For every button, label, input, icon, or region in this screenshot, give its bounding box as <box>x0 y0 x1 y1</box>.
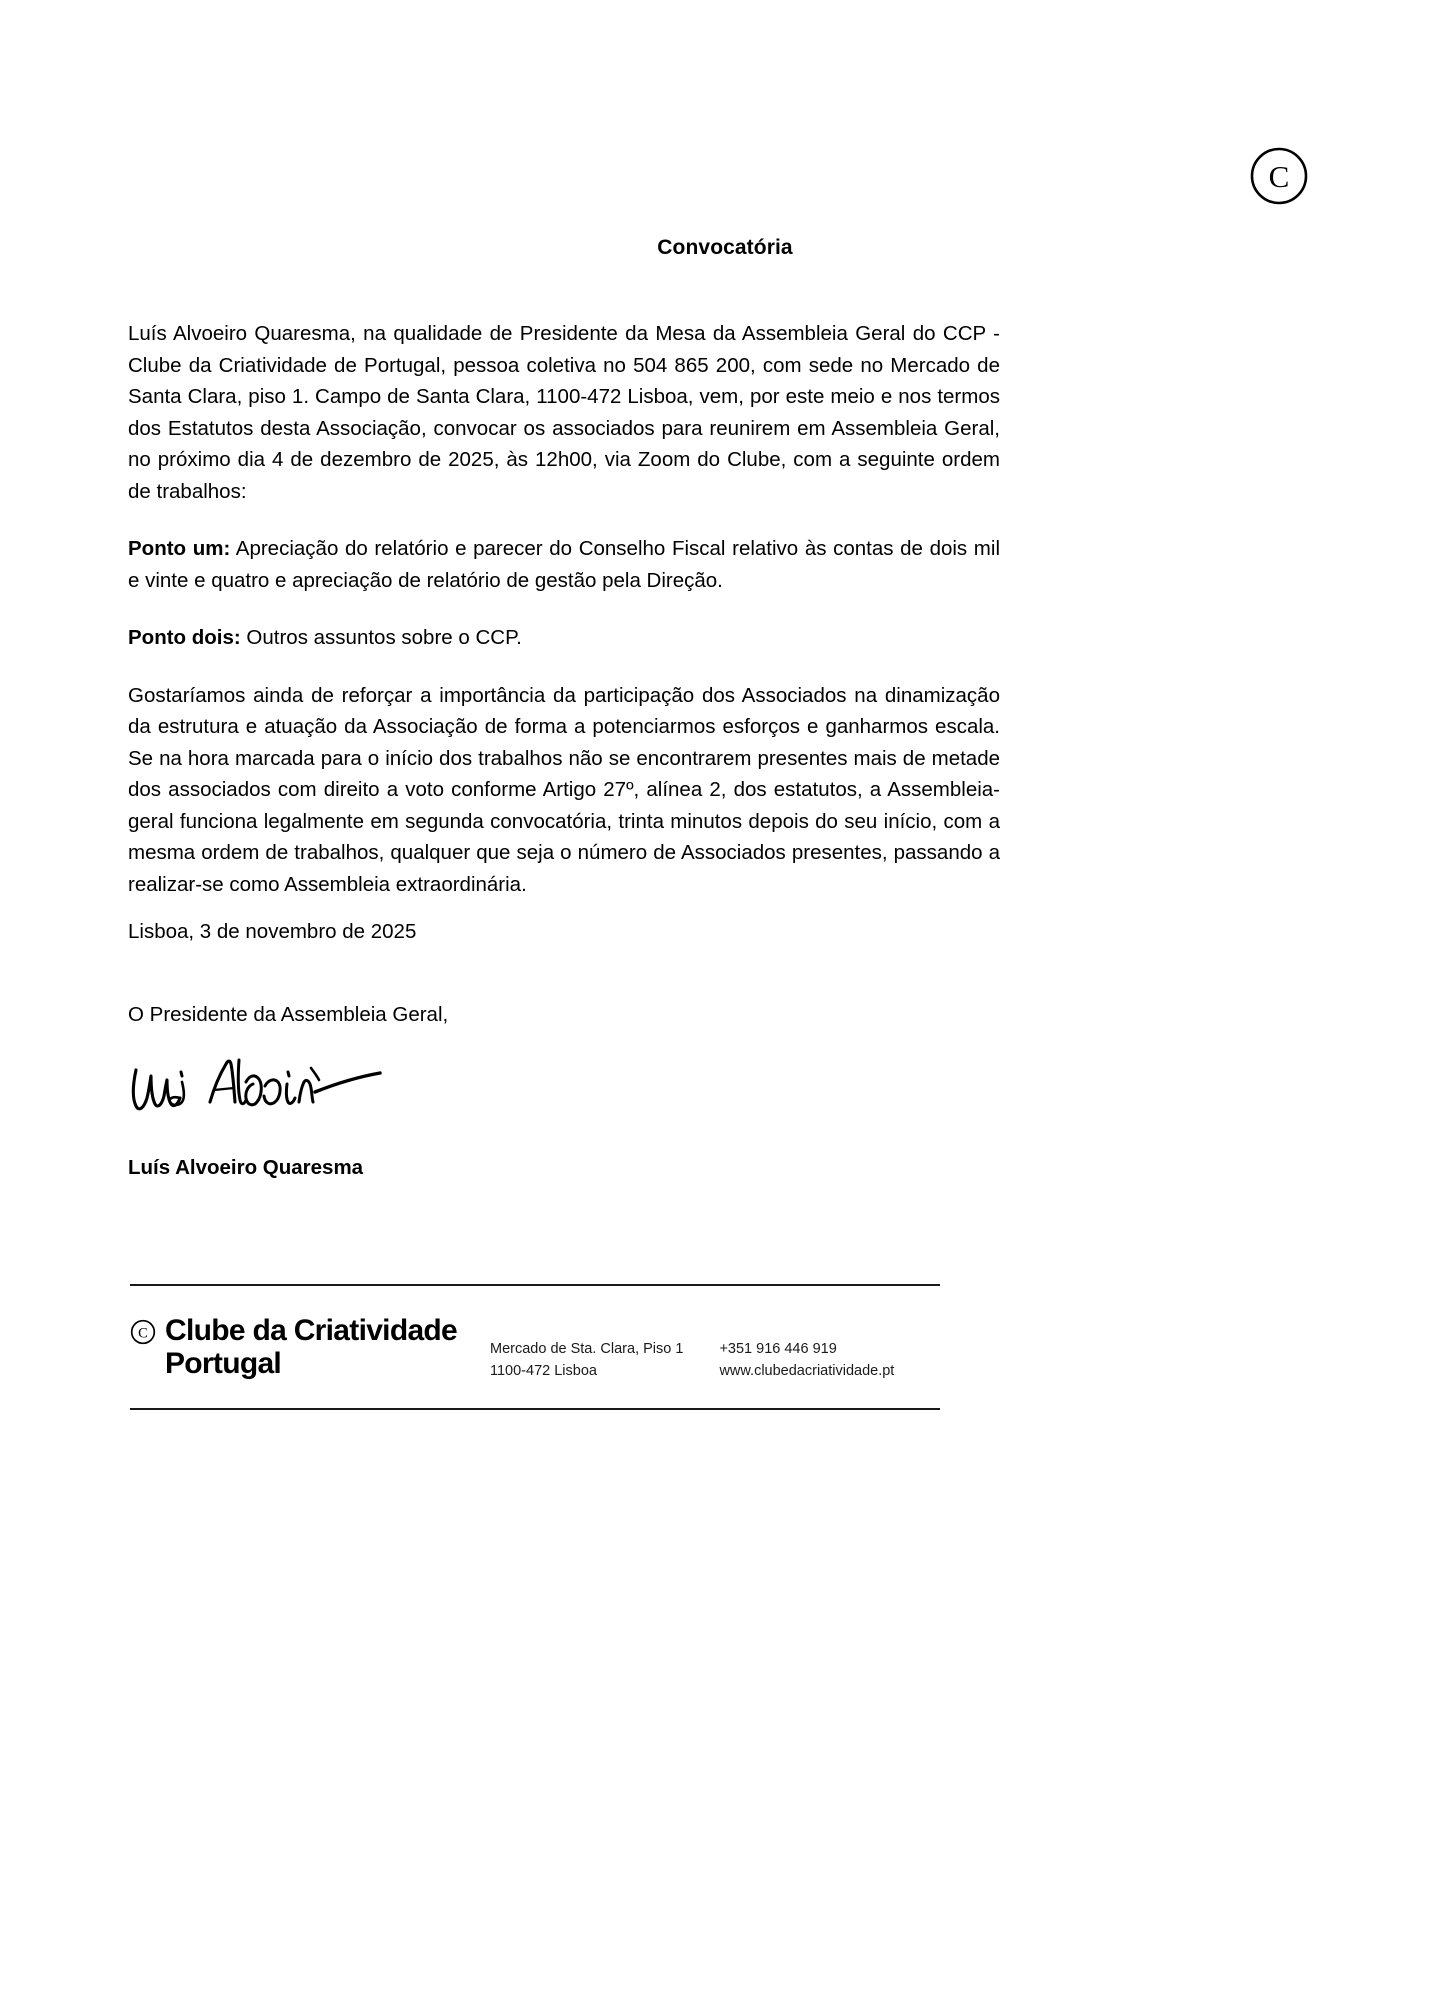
signature-intro: O Presidente da Assembleia Geral, <box>128 1003 449 1026</box>
footer-divider-bottom <box>130 1408 940 1410</box>
paragraph-ponto-um-text: Apreciação do relatório e parecer do Conselho Fiscal relativo às contas de dois mil e vinte e quatro e apreciação de relatório de gestão pela Direção. <box>128 537 1000 592</box>
footer-content <box>130 1286 940 1408</box>
paragraph-ponto-dois <box>128 622 1000 654</box>
paragraph-intro-text: Luís Alvoeiro Quaresma, na qualidade de Presidente da Mesa da Assembleia Geral do CCP - Clube da Criatividade de Portugal, pessoa coletiva no 504 865 200, com sede no Mercado de Santa Clara, piso 1. Campo de Santa Clara, 1100-472 Lisboa, vem, por este meio e nos termos dos Estatutos desta Associação, convocar os associados para reunirem em Assembleia Geral, no próximo dia 4 de dezembro de 2025, às 12h00, via Zoom do Clube, com a seguinte ordem de trabalhos: <box>128 322 1000 503</box>
footer-logo <box>130 1314 490 1380</box>
circled-c-icon <box>1249 146 1309 206</box>
paragraph-intro <box>128 318 1000 507</box>
footer-phone-web <box>719 1338 894 1382</box>
paragraph-closing <box>128 680 1000 901</box>
paragraph-ponto-dois-lead: Ponto dois: <box>128 626 241 649</box>
paragraph-ponto-um-lead: Ponto um: <box>128 537 231 560</box>
footer-phone[interactable]: +351 916 446 919 <box>719 1341 837 1357</box>
footer-logo-line1: Clube da Criatividade <box>165 1314 458 1347</box>
circled-c-icon <box>130 1319 156 1345</box>
paragraph-ponto-um <box>128 533 1000 596</box>
footer-address <box>490 1338 683 1382</box>
signature-image <box>122 1046 422 1126</box>
footer-address-line1: Mercado de Sta. Clara, Piso 1 <box>490 1341 684 1357</box>
footer-contact <box>490 1314 894 1382</box>
footer-address-line2: 1100-472 Lisboa <box>490 1363 597 1379</box>
date-line: Lisboa, 3 de novembro de 2025 <box>128 920 417 943</box>
document-body <box>128 318 1000 900</box>
footer-logo-wordmark <box>165 1314 457 1380</box>
paragraph-closing-text: Gostaríamos ainda de reforçar a importância da participação dos Associados na dinamização da estrutura e atuação da Associação de forma a potenciarmos esforços e ganharmos escala. Se na hora marcada para o início dos trabalhos não se encontrarem presentes mais de metade dos associados com direito a voto conforme Artigo 27º, alínea 2, dos estatutos, a Assembleia-geral funciona legalmente em segunda convocatória, trinta minutos depois do seu início, com a mesma ordem de trabalhos, qualquer que seja o número de Associados presentes, passando a realizar-se como Assembleia extraordinária. <box>128 683 1000 896</box>
footer-website[interactable]: www.clubedacriatividade.pt <box>719 1363 895 1379</box>
page-title: Convocatória <box>657 236 793 259</box>
svg-text:C: C <box>138 1325 148 1342</box>
signer-name: Luís Alvoeiro Quaresma <box>128 1156 364 1179</box>
svg-text:C: C <box>1268 159 1290 194</box>
footer <box>130 1284 940 1410</box>
paragraph-ponto-dois-text: Outros assuntos sobre o CCP. <box>240 626 522 649</box>
footer-logo-line2: Portugal <box>165 1347 282 1380</box>
